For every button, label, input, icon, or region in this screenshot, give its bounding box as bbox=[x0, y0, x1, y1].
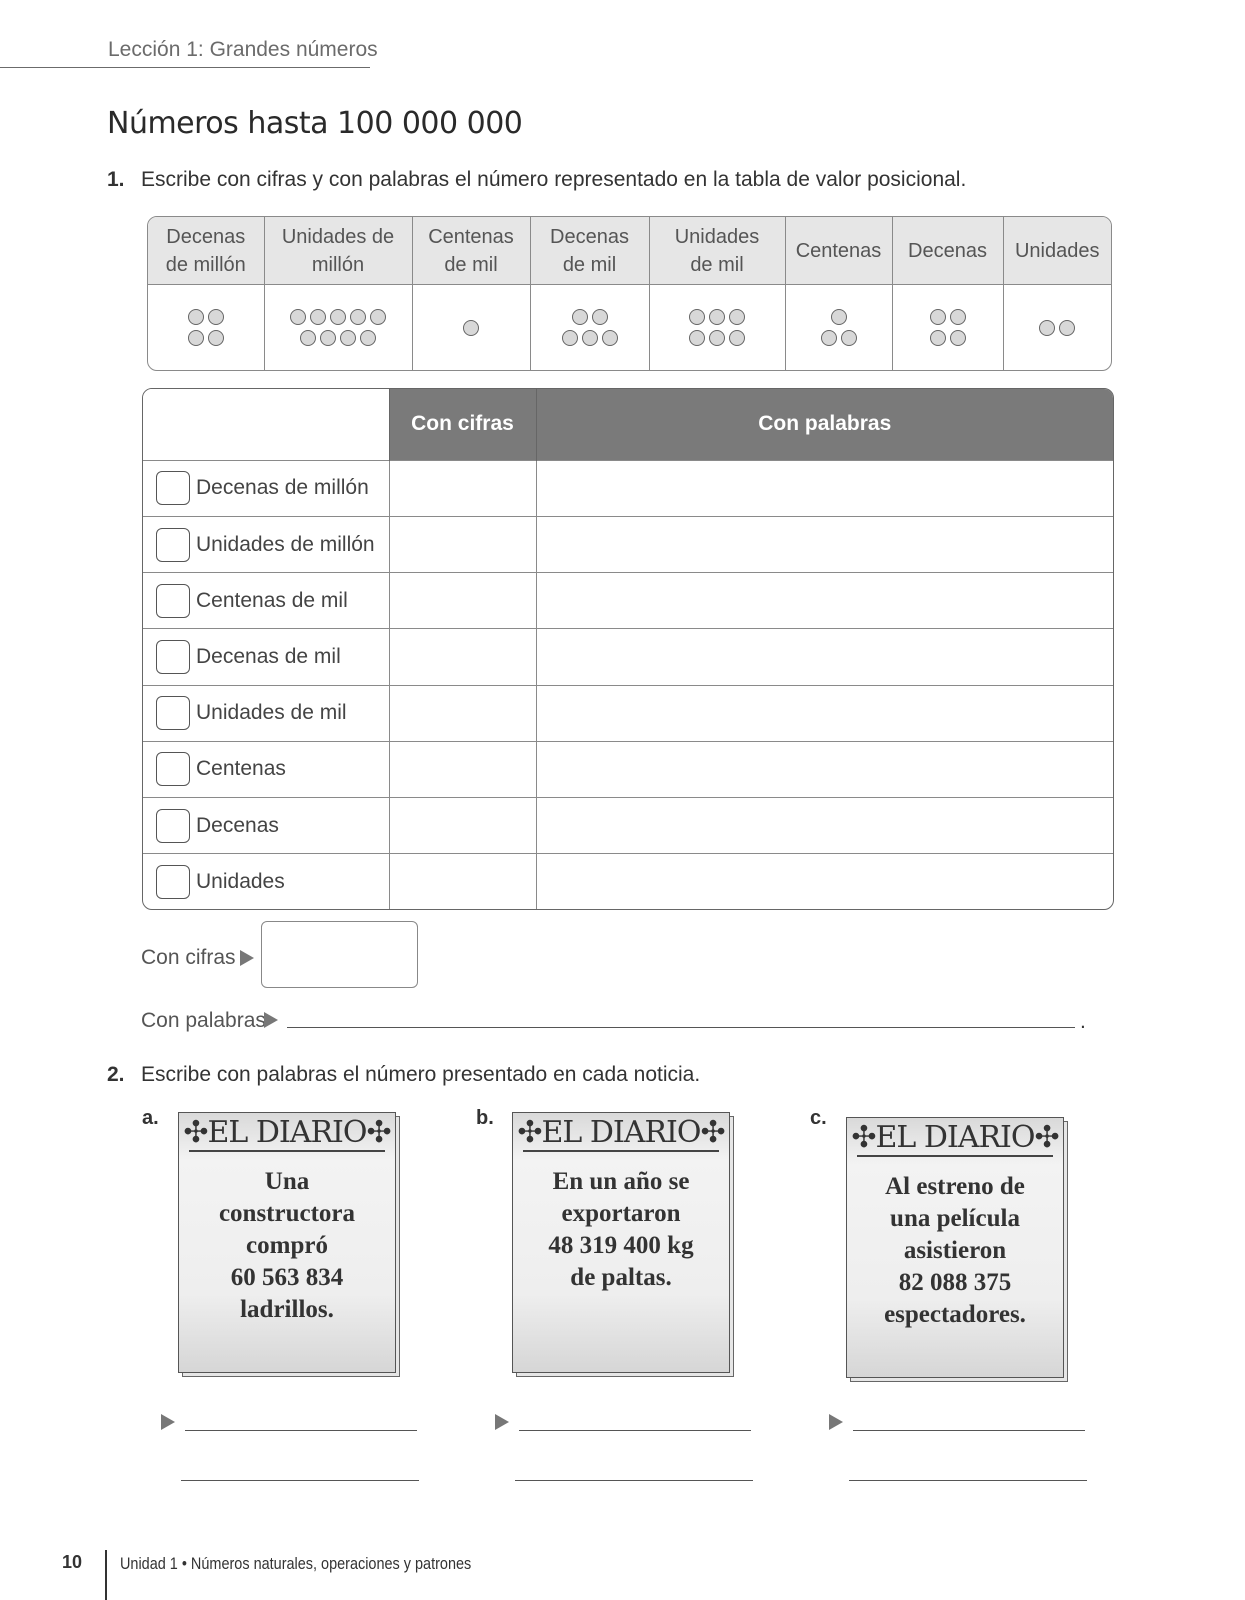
counter-chip bbox=[370, 309, 386, 325]
counter-chip bbox=[1039, 320, 1055, 336]
row-label-cell bbox=[143, 629, 389, 685]
footer-unit: Unidad 1 • Números naturales, operaciones y patrones bbox=[120, 1554, 472, 1573]
con-palabras-cell[interactable] bbox=[536, 573, 1113, 629]
row-label: Unidades bbox=[196, 869, 285, 893]
pv-header-line: Unidades bbox=[674, 225, 760, 248]
answer-line[interactable] bbox=[853, 1430, 1085, 1431]
counter-chip bbox=[831, 309, 847, 325]
pv-header-line: de mil bbox=[690, 253, 744, 276]
breakdown-table bbox=[142, 388, 1114, 910]
table-row bbox=[143, 741, 1113, 797]
row-label-cell bbox=[143, 573, 389, 629]
counter-chip bbox=[950, 309, 966, 325]
answer-line[interactable] bbox=[849, 1480, 1087, 1481]
counter-chip bbox=[592, 309, 608, 325]
pv-header-line: Centenas bbox=[795, 239, 882, 262]
place-value-table bbox=[147, 216, 1112, 371]
counter-chip bbox=[208, 309, 224, 325]
masthead-rule bbox=[523, 1150, 719, 1152]
masthead-rule bbox=[857, 1155, 1053, 1157]
con-cifras-cell[interactable] bbox=[389, 741, 536, 797]
pv-header bbox=[264, 217, 412, 285]
headline-line: 48 319 400 kg bbox=[548, 1232, 694, 1259]
digit-box[interactable] bbox=[156, 640, 190, 674]
counter-chip bbox=[930, 330, 946, 346]
masthead-rule bbox=[189, 1150, 385, 1152]
arrow-icon bbox=[240, 950, 254, 971]
table-row bbox=[143, 517, 1113, 573]
pv-header-line: de mil bbox=[444, 253, 498, 276]
row-label-cell bbox=[143, 797, 389, 853]
row-label-cell bbox=[143, 741, 389, 797]
footer-rule bbox=[105, 1550, 107, 1600]
headline-line: asistieron bbox=[903, 1237, 1007, 1264]
row-label: Decenas de mil bbox=[196, 645, 341, 668]
pv-chip-cell bbox=[649, 285, 785, 371]
headline-line: espectadores. bbox=[884, 1301, 1026, 1328]
counter-chip bbox=[572, 309, 588, 325]
counter-chip bbox=[602, 330, 618, 346]
con-palabras-cell[interactable] bbox=[536, 685, 1113, 741]
arrow-icon bbox=[829, 1414, 843, 1435]
headline-line: compró bbox=[246, 1232, 328, 1259]
answer-line[interactable] bbox=[181, 1480, 419, 1481]
newspaper bbox=[512, 1112, 734, 1377]
counter-chip bbox=[208, 330, 224, 346]
answer-line[interactable] bbox=[185, 1430, 417, 1431]
con-cifras-cell[interactable] bbox=[389, 854, 536, 909]
con-cifras-cell[interactable] bbox=[389, 517, 536, 573]
header-rule bbox=[0, 67, 370, 68]
con-palabras-cell[interactable] bbox=[536, 460, 1113, 516]
digit-box[interactable] bbox=[156, 809, 190, 843]
con-palabras-answer-line[interactable] bbox=[287, 1027, 1075, 1028]
counter-chip bbox=[340, 330, 356, 346]
headline-line: constructora bbox=[218, 1200, 356, 1227]
lesson-title: Lección 1: Grandes números bbox=[108, 38, 378, 61]
row-label-cell bbox=[143, 517, 389, 573]
row-label-cell bbox=[143, 685, 389, 741]
counter-chip bbox=[1059, 320, 1075, 336]
page-title: Números hasta 100 000 000 bbox=[107, 106, 523, 141]
counter-chip bbox=[463, 320, 479, 336]
counter-chip bbox=[841, 330, 857, 346]
row-label: Centenas bbox=[196, 757, 286, 781]
newspaper-headline bbox=[513, 1166, 729, 1294]
row-label: Decenas bbox=[196, 813, 279, 837]
con-palabras-label: Con palabras bbox=[141, 1009, 266, 1032]
newspaper-page bbox=[178, 1112, 396, 1373]
arrow-icon bbox=[495, 1414, 509, 1435]
question-2-number: 2. bbox=[107, 1063, 125, 1086]
row-label: Unidades de mil bbox=[196, 701, 347, 725]
pv-chip-cell bbox=[530, 285, 649, 371]
con-palabras-cell[interactable] bbox=[536, 629, 1113, 685]
arrow-icon bbox=[264, 1012, 278, 1033]
counter-chip bbox=[689, 330, 705, 346]
pv-header bbox=[412, 217, 530, 285]
row-label-cell bbox=[143, 460, 389, 516]
question-2-text: Escribe con palabras el número presentado en cada noticia. bbox=[141, 1063, 701, 1086]
pv-chip-cell bbox=[148, 285, 264, 371]
counter-chip bbox=[950, 330, 966, 346]
digit-box[interactable] bbox=[156, 584, 190, 618]
pv-header-line: millón bbox=[311, 253, 365, 276]
newspaper-headline bbox=[847, 1171, 1063, 1331]
newspaper-headline bbox=[179, 1166, 395, 1326]
row-label: Decenas de millón bbox=[196, 476, 369, 500]
pv-chip-cell bbox=[412, 285, 530, 371]
pv-header bbox=[785, 217, 892, 285]
pv-header bbox=[1003, 217, 1111, 285]
pv-header bbox=[649, 217, 785, 285]
counter-chip bbox=[821, 330, 837, 346]
headline-line: una película bbox=[890, 1205, 1020, 1232]
counter-chip bbox=[350, 309, 366, 325]
pv-header bbox=[148, 217, 264, 285]
headline-line: En un año se bbox=[552, 1168, 690, 1195]
con-cifras-cell[interactable] bbox=[389, 629, 536, 685]
pv-header-line: Decenas bbox=[908, 239, 987, 262]
newspaper-page bbox=[846, 1117, 1064, 1378]
table-row bbox=[143, 797, 1113, 853]
con-cifras-cell[interactable] bbox=[389, 797, 536, 853]
counter-chip bbox=[290, 309, 306, 325]
headline-line: Una bbox=[264, 1168, 310, 1195]
con-cifras-cell[interactable] bbox=[389, 573, 536, 629]
pv-header-line: de millón bbox=[165, 253, 246, 276]
digit-box[interactable] bbox=[156, 752, 190, 786]
pv-header bbox=[530, 217, 649, 285]
counter-chip bbox=[562, 330, 578, 346]
newspaper-masthead: ✣EL DIARIO✣ bbox=[183, 1115, 391, 1150]
digit-box[interactable] bbox=[156, 865, 190, 899]
headline-line: exportaron bbox=[561, 1200, 681, 1227]
con-palabras-cell[interactable] bbox=[536, 797, 1113, 853]
counter-chip bbox=[729, 330, 745, 346]
row-label: Unidades de millón bbox=[196, 532, 375, 556]
pv-header-line: Decenas bbox=[166, 225, 246, 248]
newspaper-masthead: ✣EL DIARIO✣ bbox=[517, 1115, 725, 1150]
pv-header-line: Centenas bbox=[428, 225, 514, 248]
counter-chip bbox=[582, 330, 598, 346]
newspaper bbox=[846, 1117, 1068, 1382]
page-number: 10 bbox=[62, 1552, 83, 1572]
con-cifras-cell[interactable] bbox=[389, 460, 536, 516]
headline-line: de paltas. bbox=[570, 1264, 672, 1291]
counter-chip bbox=[930, 309, 946, 325]
counter-chip bbox=[360, 330, 376, 346]
table-row bbox=[143, 573, 1113, 629]
newspaper-page bbox=[512, 1112, 730, 1373]
headline-line: Al estreno de bbox=[885, 1173, 1025, 1200]
counter-chip bbox=[310, 309, 326, 325]
pv-header bbox=[892, 217, 1003, 285]
item-letter: c. bbox=[810, 1107, 827, 1129]
headline-line: ladrillos. bbox=[240, 1296, 334, 1323]
counter-chip bbox=[320, 330, 336, 346]
counter-chip bbox=[709, 309, 725, 325]
pv-chip-cell bbox=[264, 285, 412, 371]
item-letter: b. bbox=[476, 1107, 494, 1129]
pv-header-line: Decenas bbox=[550, 225, 629, 248]
pv-header-line: Unidades de bbox=[281, 225, 395, 248]
table-row bbox=[143, 854, 1113, 909]
table-row bbox=[143, 629, 1113, 685]
digit-box[interactable] bbox=[156, 528, 190, 562]
counter-chip bbox=[188, 330, 204, 346]
item-letter: a. bbox=[142, 1107, 159, 1129]
question-1-text: Escribe con cifras y con palabras el número representado en la tabla de valor posicional. bbox=[141, 168, 967, 191]
counter-chip bbox=[689, 309, 705, 325]
header-con-palabras: Con palabras bbox=[536, 389, 1113, 460]
pv-chip-cell bbox=[1003, 285, 1111, 371]
con-palabras-cell[interactable] bbox=[536, 517, 1113, 573]
row-label: Centenas de mil bbox=[196, 588, 348, 612]
header-con-cifras: Con cifras bbox=[389, 389, 536, 460]
con-cifras-label: Con cifras bbox=[141, 946, 236, 969]
table-row bbox=[143, 685, 1113, 741]
newspaper-masthead: ✣EL DIARIO✣ bbox=[851, 1120, 1059, 1155]
digit-box[interactable] bbox=[156, 471, 190, 505]
period: . bbox=[1080, 1010, 1086, 1033]
newspaper bbox=[178, 1112, 400, 1377]
blank-header bbox=[143, 389, 389, 460]
headline-line: 60 563 834 bbox=[230, 1264, 344, 1291]
pv-header-line: de mil bbox=[562, 253, 617, 276]
headline-line: 82 088 375 bbox=[898, 1269, 1012, 1296]
con-cifras-answer-box[interactable] bbox=[261, 921, 418, 988]
answer-line[interactable] bbox=[515, 1480, 753, 1481]
counter-chip bbox=[729, 309, 745, 325]
digit-box[interactable] bbox=[156, 696, 190, 730]
table-row bbox=[143, 460, 1113, 516]
arrow-icon bbox=[161, 1414, 175, 1435]
counter-chip bbox=[188, 309, 204, 325]
counter-chip bbox=[709, 330, 725, 346]
answer-line[interactable] bbox=[519, 1430, 751, 1431]
counter-chip bbox=[300, 330, 316, 346]
con-palabras-cell[interactable] bbox=[536, 854, 1113, 909]
pv-chip-cell bbox=[785, 285, 892, 371]
pv-header-line: Unidades bbox=[1014, 239, 1100, 262]
question-1-number: 1. bbox=[107, 168, 125, 191]
con-cifras-cell[interactable] bbox=[389, 685, 536, 741]
row-label-cell bbox=[143, 854, 389, 909]
con-palabras-cell[interactable] bbox=[536, 741, 1113, 797]
counter-chip bbox=[330, 309, 346, 325]
pv-chip-cell bbox=[892, 285, 1003, 371]
